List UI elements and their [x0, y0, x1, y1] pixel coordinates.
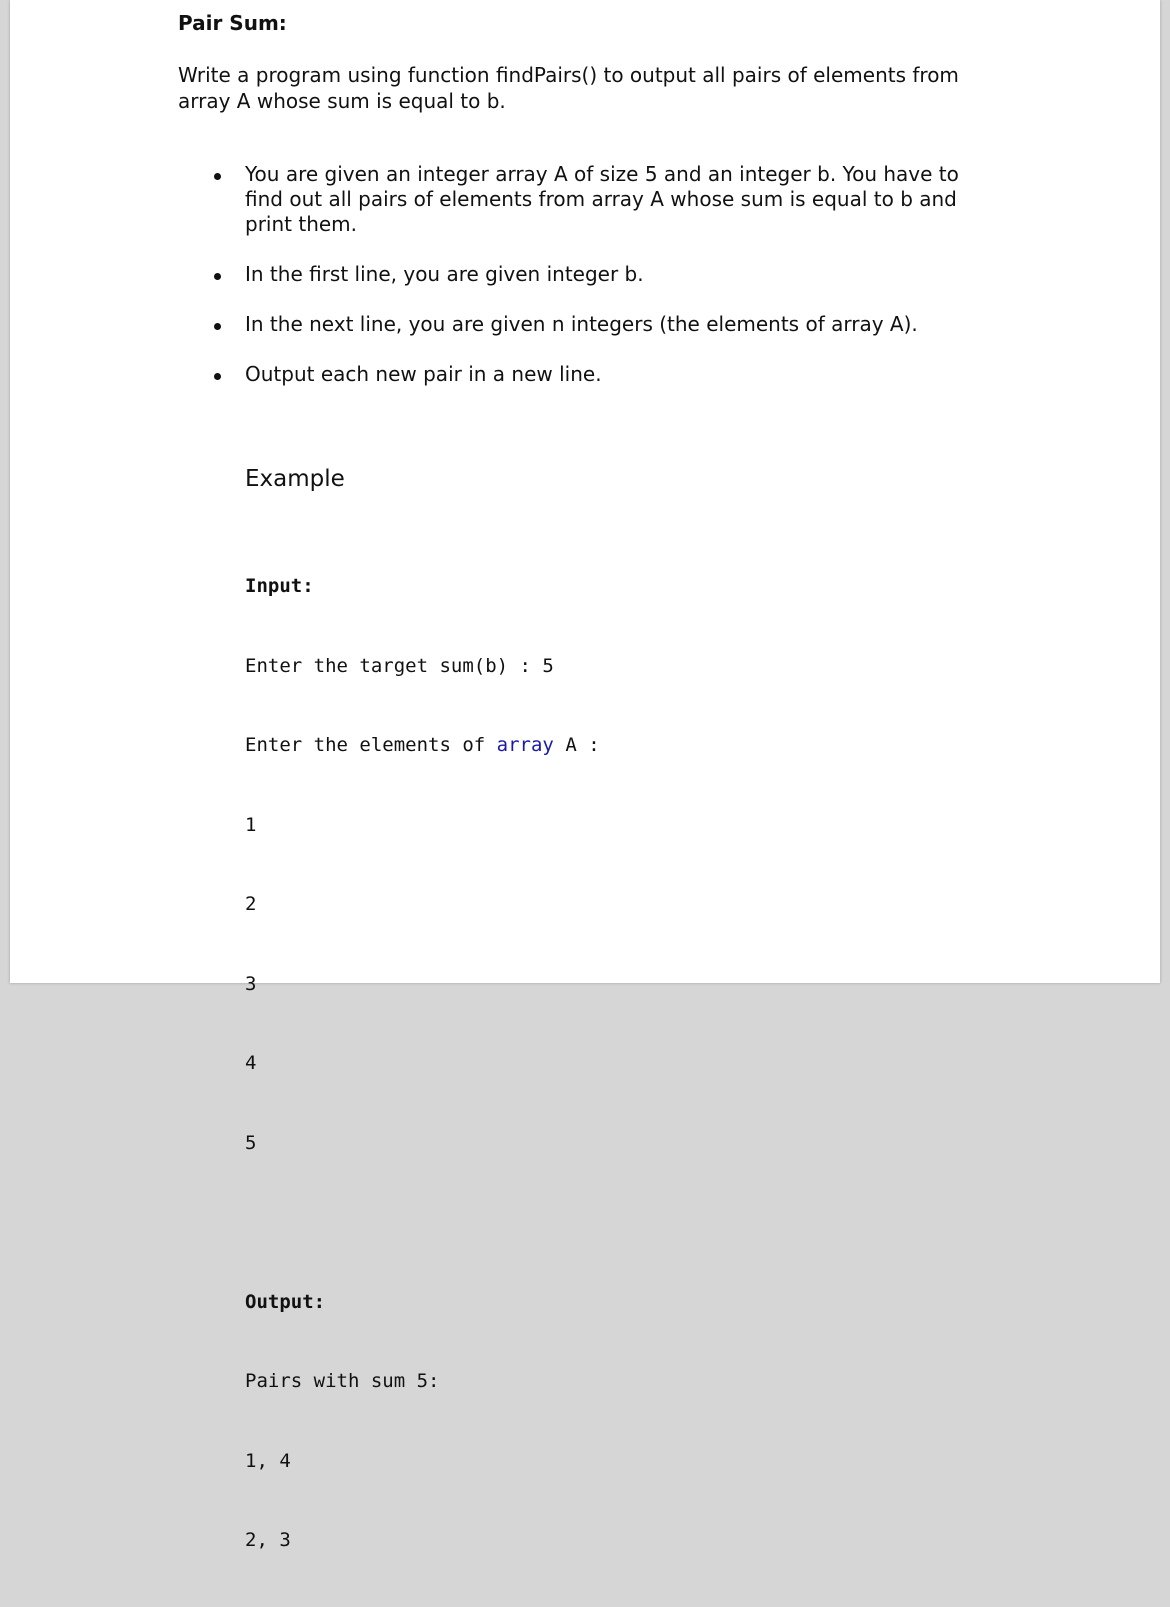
elements-prompt-suffix: A :	[553, 734, 600, 756]
input-value: 1	[245, 813, 257, 836]
requirements-list	[178, 162, 978, 412]
output-label: Output:	[245, 1290, 326, 1313]
bullet-icon	[214, 323, 221, 330]
input-value: 2	[245, 893, 257, 915]
bullet-icon	[214, 373, 221, 380]
list-item-text: You are given an integer array A of size 5 and an integer b. You have to find out all pairs of elements from array A whose sum is equal to b and print them.	[245, 162, 959, 236]
list-item-text: In the first line, you are given integer b.	[245, 262, 644, 286]
input-value: 3	[245, 972, 257, 995]
array-keyword: array	[496, 734, 554, 756]
list-item-text: In the next line, you are given n integers (the elements of array A).	[245, 312, 918, 336]
page-title: Pair Sum:	[178, 11, 287, 35]
target-sum-line: Enter the target sum(b) : 5	[245, 654, 554, 677]
document-page	[10, 0, 1160, 1551]
input-value: 5	[245, 1131, 257, 1154]
list-item-text: Output each new pair in a new line.	[245, 362, 602, 386]
elements-prompt-line	[245, 732, 600, 759]
example-code-block	[245, 520, 600, 1607]
list-item	[178, 162, 978, 237]
bullet-icon	[214, 173, 221, 180]
input-label: Input:	[245, 575, 314, 597]
elements-prompt-prefix: Enter the elements of	[245, 734, 497, 756]
output-header: Pairs with sum 5:	[245, 1370, 440, 1392]
example-heading: Example	[245, 466, 345, 492]
list-item	[178, 312, 978, 337]
list-item	[178, 362, 978, 387]
intro-paragraph: Write a program using function findPairs() to output all pairs of elements from array A whose sum is equal to b.	[178, 63, 959, 113]
list-item	[178, 262, 978, 287]
output-pair: 1, 4	[245, 1449, 291, 1472]
output-pair: 2, 3	[245, 1529, 291, 1551]
bullet-icon	[214, 273, 221, 280]
input-value: 4	[245, 1052, 257, 1074]
spacer	[245, 1209, 600, 1236]
